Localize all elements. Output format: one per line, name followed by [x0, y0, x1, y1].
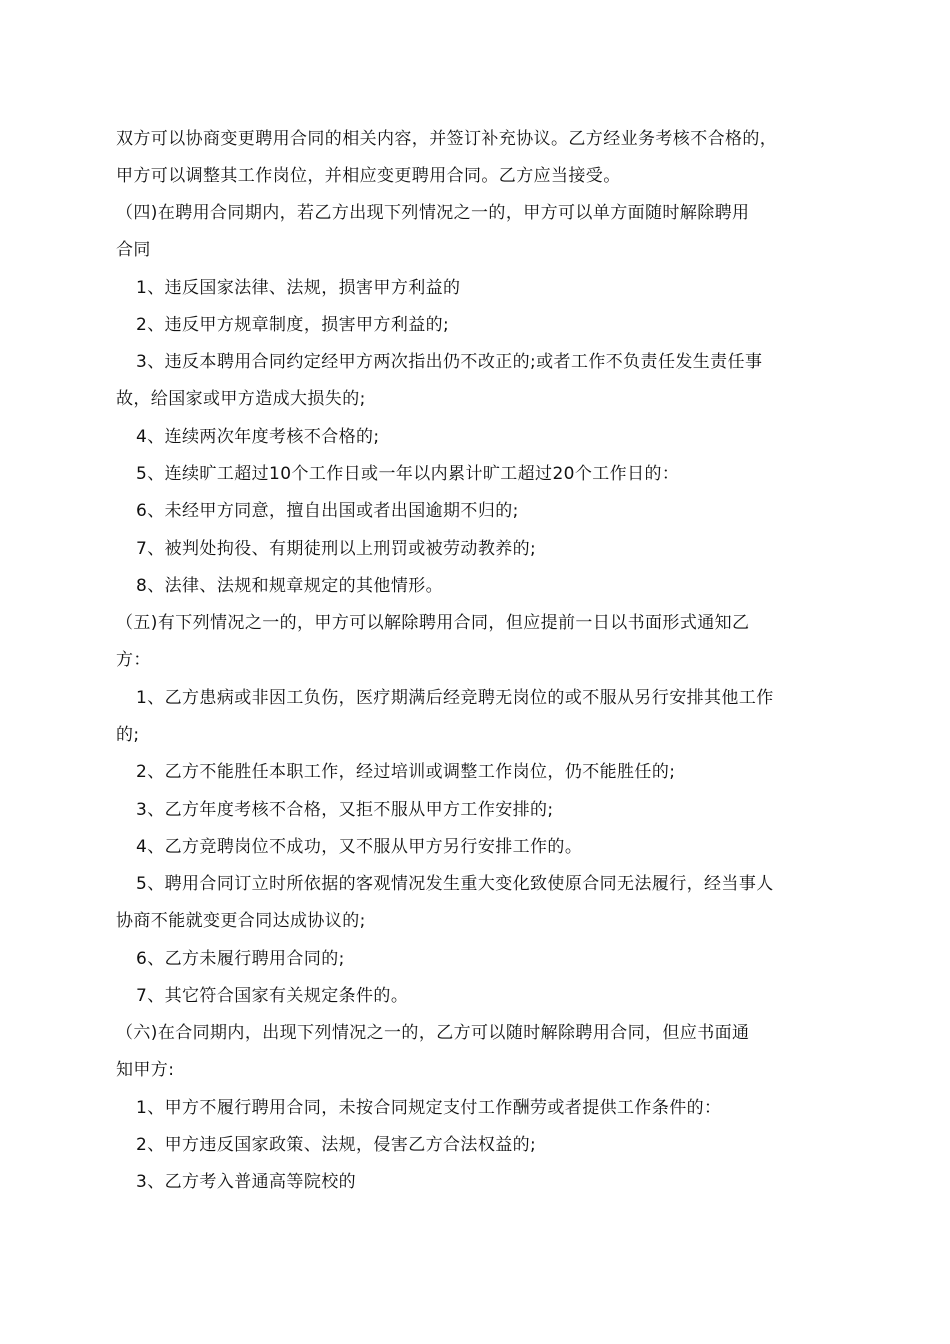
paragraph-line: 甲方可以调整其工作岗位，并相应变更聘用合同。乙方应当接受。 — [116, 166, 621, 186]
list-item: 5、连续旷工超过10个工作日或一年以内累计旷工超过20个工作日的： — [136, 464, 680, 484]
list-item: 1、违反国家法律、法规，损害甲方利益的 — [136, 278, 461, 298]
section-heading-5: （五)有下列情况之一的，甲方可以解除聘用合同，但应提前一日以书面形式通知乙 — [116, 613, 750, 633]
paragraph-line: 双方可以协商变更聘用合同的相关内容，并签订补充协议。乙方经业务考核不合格的， — [116, 129, 778, 149]
list-item-continuation: 协商不能就变更合同达成协议的; — [116, 911, 366, 931]
list-item: 6、乙方未履行聘用合同的; — [136, 949, 345, 969]
list-item: 4、连续两次年度考核不合格的; — [136, 427, 380, 447]
list-item: 3、乙方年度考核不合格，又拒不服从甲方工作安排的; — [136, 800, 554, 820]
list-item-continuation: 的; — [116, 725, 140, 745]
list-item: 6、未经甲方同意，擅自出国或者出国逾期不归的; — [136, 501, 519, 521]
list-item: 2、甲方违反国家政策、法规，侵害乙方合法权益的; — [136, 1135, 537, 1155]
list-item: 2、违反甲方规章制度，损害甲方利益的; — [136, 315, 450, 335]
list-item: 7、被判处拘役、有期徒刑以上刑罚或被劳动教养的; — [136, 539, 537, 559]
list-item: 3、乙方考入普通高等院校的 — [136, 1172, 357, 1192]
section-heading-6: （六)在合同期内，出现下列情况之一的，乙方可以随时解除聘用合同，但应书面通 — [116, 1023, 750, 1043]
list-item: 2、乙方不能胜任本职工作，经过培训或调整工作岗位，仍不能胜任的; — [136, 762, 676, 782]
paragraph-line: 方： — [116, 650, 151, 670]
list-item: 4、乙方竞聘岗位不成功，又不服从甲方另行安排工作的。 — [136, 837, 583, 857]
section-heading-4: （四)在聘用合同期内，若乙方出现下列情况之一的，甲方可以单方面随时解除聘用 — [116, 203, 750, 223]
list-item: 8、法律、法规和规章规定的其他情形。 — [136, 576, 444, 596]
list-item: 5、聘用合同订立时所依据的客观情况发生重大变化致使原合同无法履行，经当事人 — [136, 874, 774, 894]
list-item: 1、甲方不履行聘用合同，未按合同规定支付工作酬劳或者提供工作条件的： — [136, 1098, 722, 1118]
list-item-continuation: 故，给国家或甲方造成大损失的; — [116, 389, 366, 409]
list-item: 1、乙方患病或非因工负伤，医疗期满后经竞聘无岗位的或不服从另行安排其他工作 — [136, 688, 774, 708]
paragraph-line: 知甲方: — [116, 1060, 175, 1080]
list-item: 3、违反本聘用合同约定经甲方两次指出仍不改正的;或者工作不负责任发生责任事 — [136, 352, 763, 372]
list-item: 7、其它符合国家有关规定条件的。 — [136, 986, 409, 1006]
paragraph-line: 合同 — [116, 240, 151, 260]
